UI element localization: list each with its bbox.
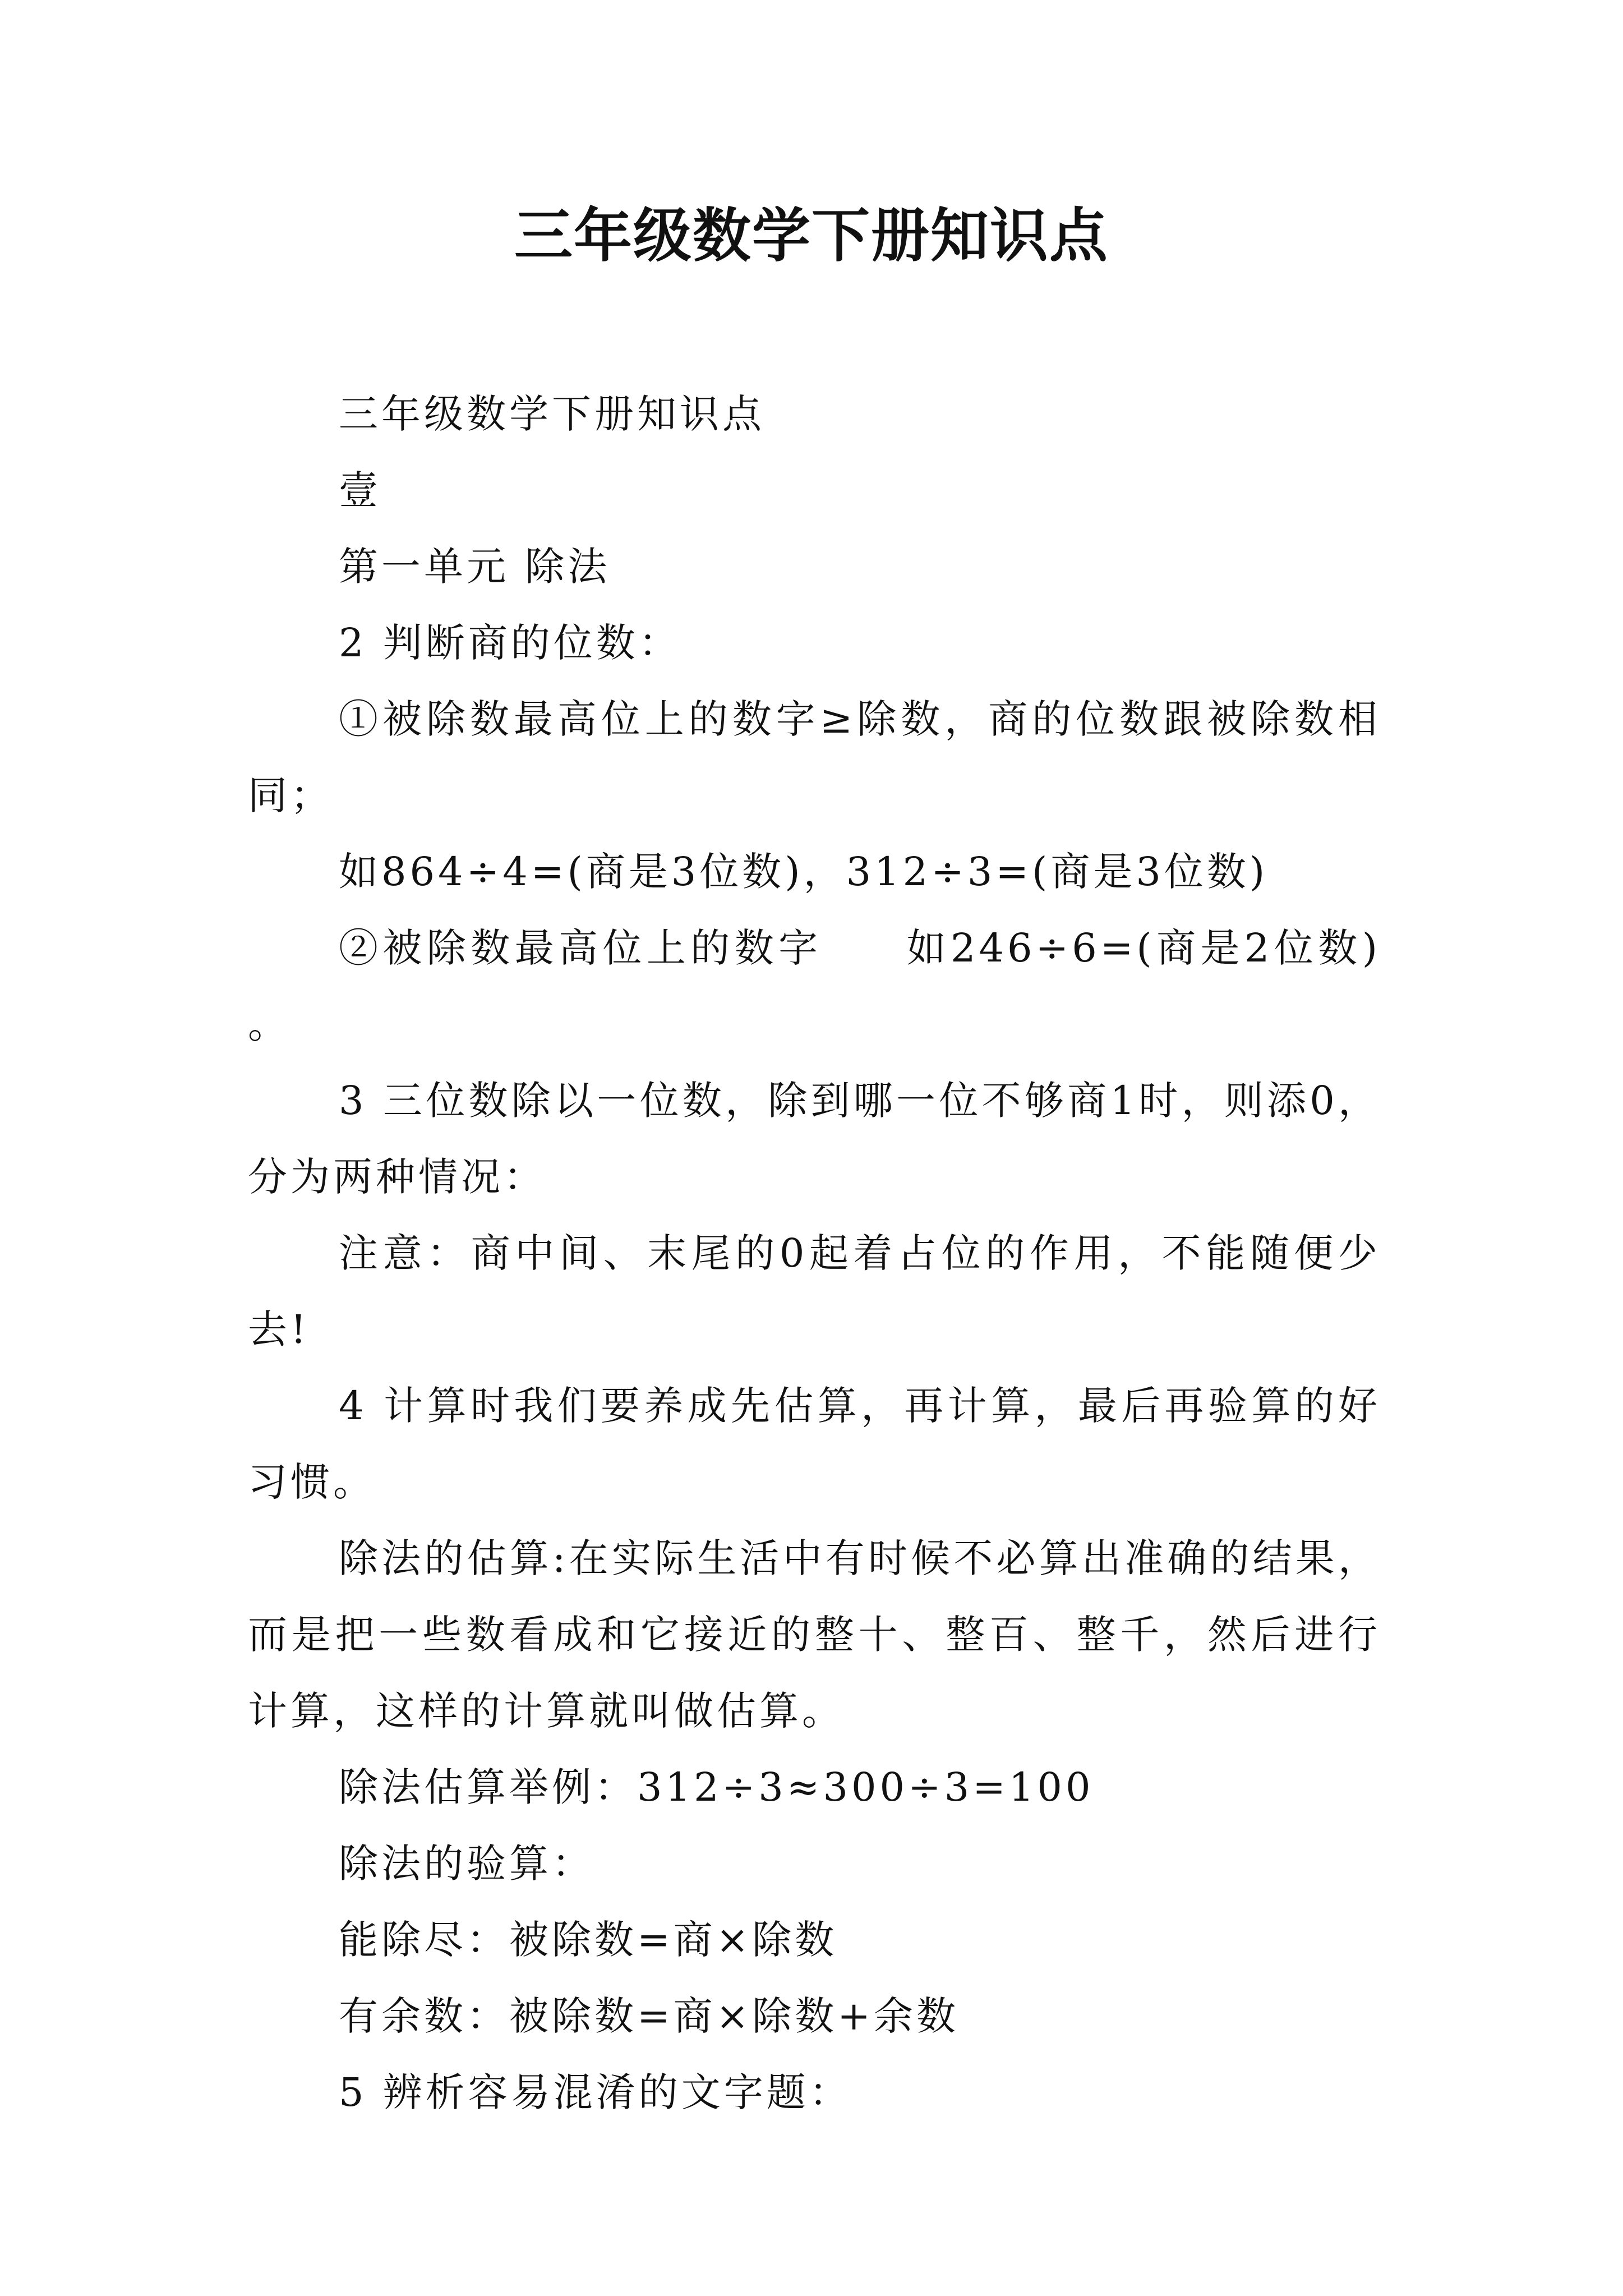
paragraph-checking-heading: 除法的验算： [339,1841,594,1887]
rule-2-example: 如246÷6=(商是2位数) 。 [248,925,1381,1047]
paragraph-rule-1: ①被除数最高位上的数字≥除数，商的位数跟被除数相同； [248,696,1381,818]
document-title: 三年级数学下册知识点 [514,201,1109,270]
paragraph-point-5: 5 辨析容易混淆的文字题： [339,2069,852,2115]
paragraph-point-4: 4 计算时我们要养成先估算，再计算，最后再验算的好习惯。 [248,1383,1381,1505]
paragraph-checking-remainder: 有余数：被除数=商×除数+余数 [339,1993,959,2039]
paragraph-point-3: 3 三位数除以一位数，除到哪一位不够商1时，则添0，分为两种情况： [248,1078,1381,1200]
paragraph-point-2: 2 判断商的位数： [339,620,681,666]
paragraph-section-marker: 壹 [339,467,381,513]
paragraph-note: 注意：商中间、末尾的0起着占位的作用，不能随便少去! [248,1230,1381,1352]
rule-2-text: ②被除数最高位上的数字 [339,925,823,971]
document-body [248,376,1381,2131]
paragraph-subtitle: 三年级数学下册知识点 [339,391,765,437]
paragraph-rule-2 [248,910,1381,1062]
paragraph-example-1: 如864÷4=(商是3位数)，312÷3=(商是3位数) [339,849,1269,895]
paragraph-estimation-definition: 除法的估算:在实际生活中有时候不必算出准确的结果，而是把一些数看成和它接近的整十、整百、整千，然后进行计算，这样的计算就叫做估算。 [248,1535,1381,1734]
paragraph-unit-heading: 第一单元 除法 [339,544,611,590]
paragraph-estimation-example: 除法估算举例：312÷3≈300÷3=100 [339,1764,1094,1810]
paragraph-checking-exact: 能除尽：被除数=商×除数 [339,1917,838,1963]
